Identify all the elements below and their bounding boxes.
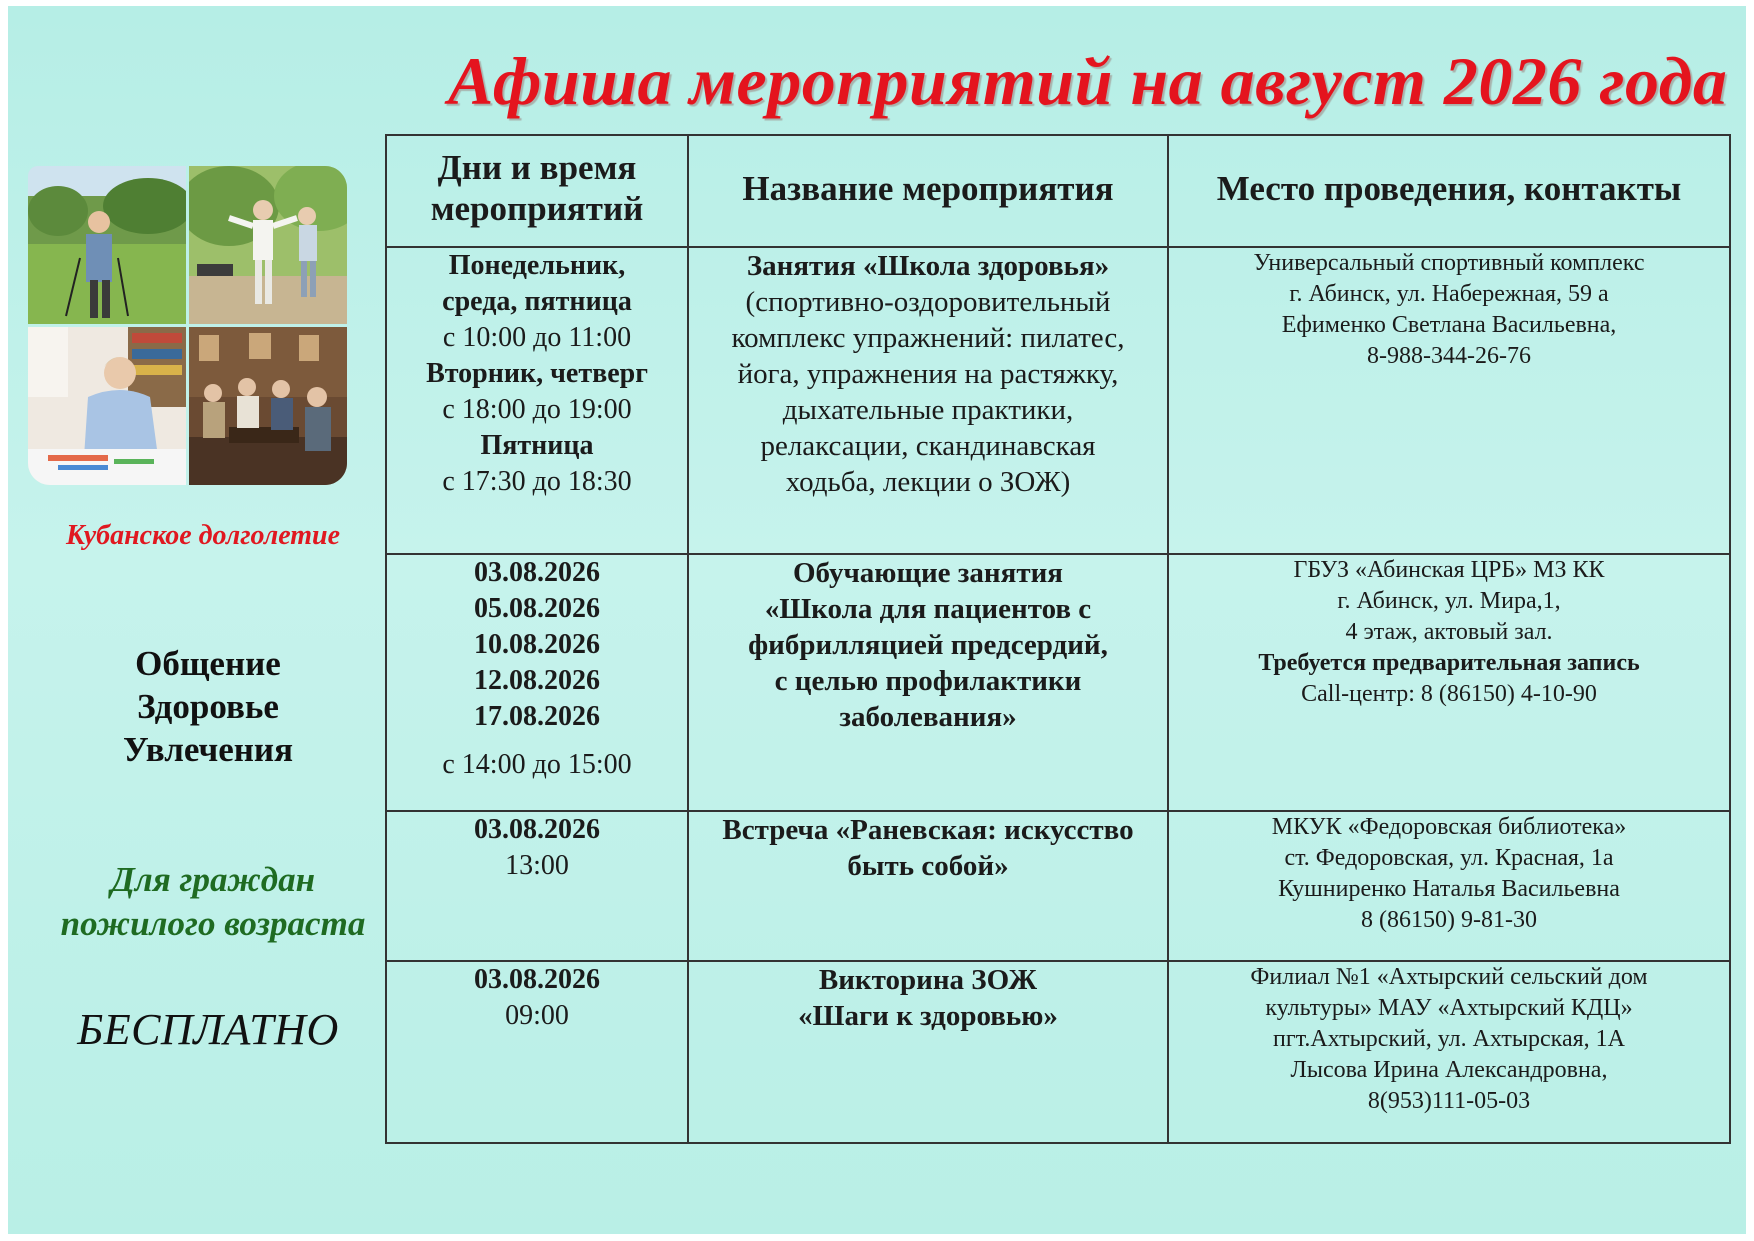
place-line: пгт.Ахтырский, ул. Ахтырская, 1А [1273,1026,1625,1052]
target-audience [28,858,398,946]
when-line: 17.08.2026 [474,701,600,732]
when-line: с 17:30 до 18:30 [442,466,632,497]
event-line: (спортивно-оздоровительный [745,286,1111,318]
program-motto [48,642,368,771]
header-when: Дни и время мероприятий [386,135,688,247]
poster-page [8,6,1746,1234]
when-line: Пятница [480,430,594,461]
cell-event [688,247,1168,554]
audience-line: пожилого возраста [60,904,366,943]
event-line: комплекс упражнений: пилатес, [731,322,1125,354]
cell-place [1168,247,1730,554]
motto-line: Здоровье [137,687,279,726]
price-label: БЕСПЛАТНО [77,1005,339,1054]
when-line: 13:00 [505,850,569,881]
page-title: Афиша мероприятий на август 2026 года [448,43,1728,119]
table-row [386,811,1730,961]
cell-when [386,811,688,961]
header-place: Место проведения, контакты [1168,135,1730,247]
place-line: Филиал №1 «Ахтырский сельский дом [1250,964,1648,990]
when-line: 10.08.2026 [474,629,600,660]
event-line: Обучающие занятия [793,557,1063,589]
event-line: Викторина ЗОЖ [818,964,1038,996]
when-line: 03.08.2026 [474,814,600,845]
event-line: быть собой» [847,850,1009,882]
place-line: Ефименко Светлана Васильевна, [1281,312,1617,338]
motto-line: Общение [135,644,281,683]
when-line: 03.08.2026 [474,557,600,588]
when-line: среда, пятница [442,286,632,317]
place-line: Требуется предварительная запись [1258,650,1640,676]
events-table [385,134,1731,1144]
place-line: МКУК «Федоровская библиотека» [1271,814,1627,840]
cell-when [386,961,688,1143]
event-line: «Шаги к здоровью» [798,1000,1058,1032]
event-line: дыхательные практики, [782,394,1074,426]
event-line: ходьба, лекции о ЗОЖ) [785,466,1071,498]
place-line: 4 этаж, актовый зал. [1345,619,1553,645]
when-line: 03.08.2026 [474,964,600,995]
cell-when [386,247,688,554]
cell-when [386,554,688,811]
cell-place [1168,811,1730,961]
place-line: Call-центр: 8 (86150) 4-10-90 [1301,681,1597,707]
motto-line: Увлечения [122,730,294,769]
place-line: Универсальный спортивный комплекс [1253,250,1645,276]
event-line: фибрилляцией предсердий, [748,629,1108,661]
photo-painting [28,327,186,485]
place-line: Лысова Ирина Александровна, [1290,1057,1608,1083]
when-line: Понедельник, [448,250,626,281]
table-row [386,554,1730,811]
when-line: Вторник, четверг [426,358,648,389]
cell-place [1168,961,1730,1143]
place-line: 8(953)111-05-03 [1367,1088,1531,1114]
place-line: культуры» МАУ «Ахтырский КДЦ» [1265,995,1633,1021]
audience-line: Для граждан [110,860,316,899]
when-line: 09:00 [505,1000,569,1031]
photo-reading-club [189,327,347,485]
when-line: 05.08.2026 [474,593,600,624]
cell-event [688,554,1168,811]
event-line: заболевания» [839,701,1017,733]
event-line: «Школа для пациентов с [764,593,1092,625]
when-line: 12.08.2026 [474,665,600,696]
place-line: ст. Федоровская, ул. Красная, 1а [1284,845,1614,871]
photo-collage [28,166,350,488]
photo-nordic-walking [28,166,186,324]
place-line: 8 (86150) 9-81-30 [1361,907,1537,933]
cell-event [688,811,1168,961]
when-line: с 10:00 до 11:00 [442,322,632,353]
event-line: йога, упражнения на растяжку, [737,358,1119,390]
table-row [386,961,1730,1143]
cell-place [1168,554,1730,811]
cell-event [688,961,1168,1143]
event-line: Занятия «Школа здоровья» [746,250,1110,282]
place-line: 8-988-344-26-76 [1367,343,1531,369]
place-line: ГБУЗ «Абинская ЦРБ» МЗ КК [1293,557,1605,583]
when-line: с 18:00 до 19:00 [442,394,632,425]
photo-exercising-park [189,166,347,324]
event-line: релаксации, скандинавская [760,430,1096,462]
place-line: г. Абинск, ул. Набережная, 59 а [1289,281,1609,307]
event-line: Встреча «Раневская: искусство [722,814,1134,846]
when-line: с 14:00 до 15:00 [442,749,632,780]
program-brand: Кубанское долголетие [65,520,341,551]
table-header-row [386,135,1730,247]
place-line: г. Абинск, ул. Мира,1, [1337,588,1561,614]
header-event: Название мероприятия [688,135,1168,247]
table-row [386,247,1730,554]
event-line: с целью профилактики [774,665,1082,697]
place-line: Кушниренко Наталья Васильевна [1278,876,1620,902]
